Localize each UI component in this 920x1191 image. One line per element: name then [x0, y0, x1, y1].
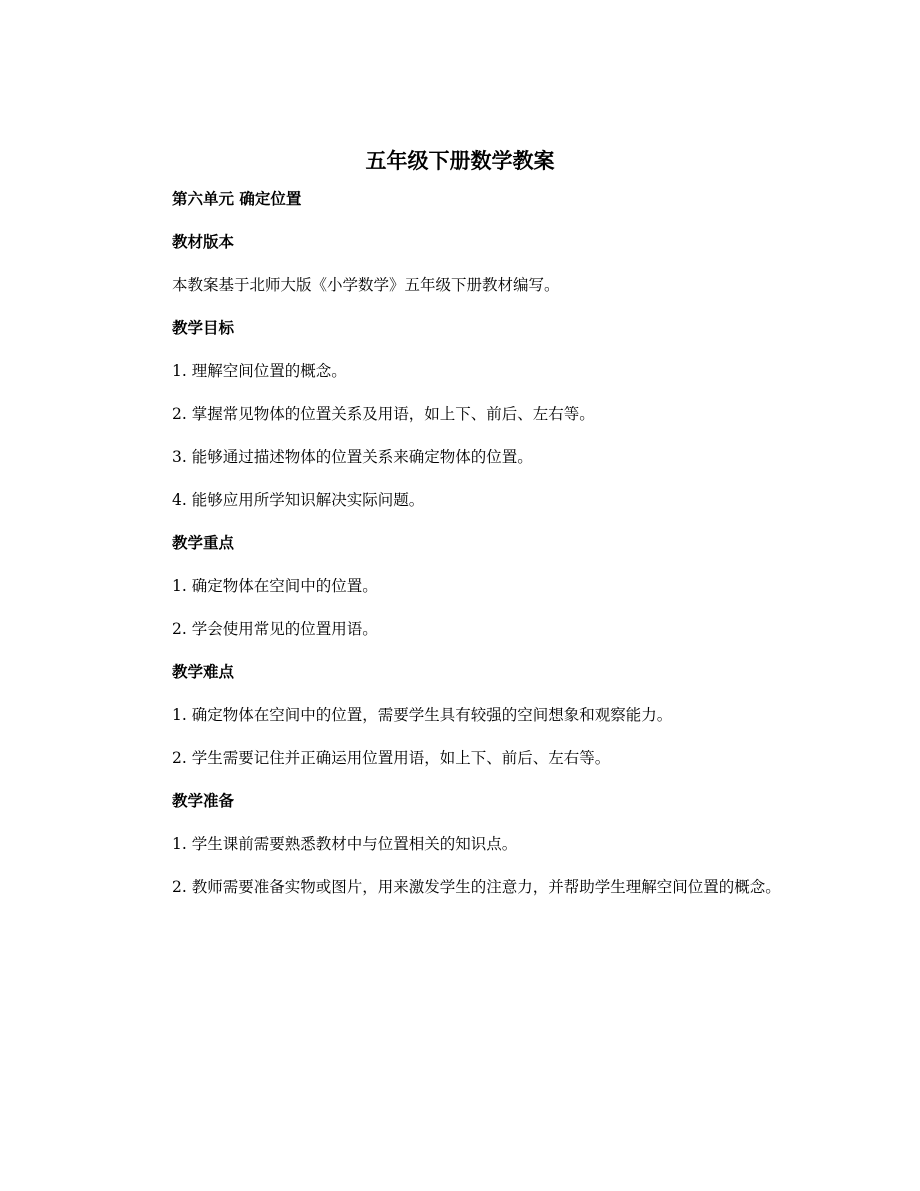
- section-heading-preparation: 教学准备: [172, 792, 235, 810]
- teaching-goal-item: 4. 能够应用所学知识解决实际问题。: [172, 491, 425, 509]
- preparation-item: 2. 教师需要准备实物或图片，用来激发学生的注意力，并帮助学生理解空间位置的概念。: [172, 878, 781, 896]
- section-heading-difficulties: 教学难点: [172, 663, 235, 681]
- key-point-item: 2. 学会使用常见的位置用语。: [172, 620, 378, 638]
- teaching-goal-item: 1. 理解空间位置的概念。: [172, 362, 347, 380]
- section-heading-teaching-goals: 教学目标: [172, 319, 235, 337]
- difficulty-item: 1. 确定物体在空间中的位置，需要学生具有较强的空间想象和观察能力。: [172, 706, 673, 724]
- unit-heading: 第六单元 确定位置: [172, 190, 302, 208]
- teaching-goal-item: 2. 掌握常见物体的位置关系及用语，如上下、前后、左右等。: [172, 405, 595, 423]
- teaching-goal-item: 3. 能够通过描述物体的位置关系来确定物体的位置。: [172, 448, 533, 466]
- preparation-item: 1. 学生课前需要熟悉教材中与位置相关的知识点。: [172, 835, 518, 853]
- textbook-version-text: 本教案基于北师大版《小学数学》五年级下册教材编写。: [172, 276, 560, 294]
- key-point-item: 1. 确定物体在空间中的位置。: [172, 577, 378, 595]
- document-title: 五年级下册数学教案: [365, 149, 555, 173]
- section-heading-key-points: 教学重点: [172, 534, 235, 552]
- section-heading-textbook-version: 教材版本: [172, 233, 235, 251]
- difficulty-item: 2. 学生需要记住并正确运用位置用语，如上下、前后、左右等。: [172, 749, 611, 767]
